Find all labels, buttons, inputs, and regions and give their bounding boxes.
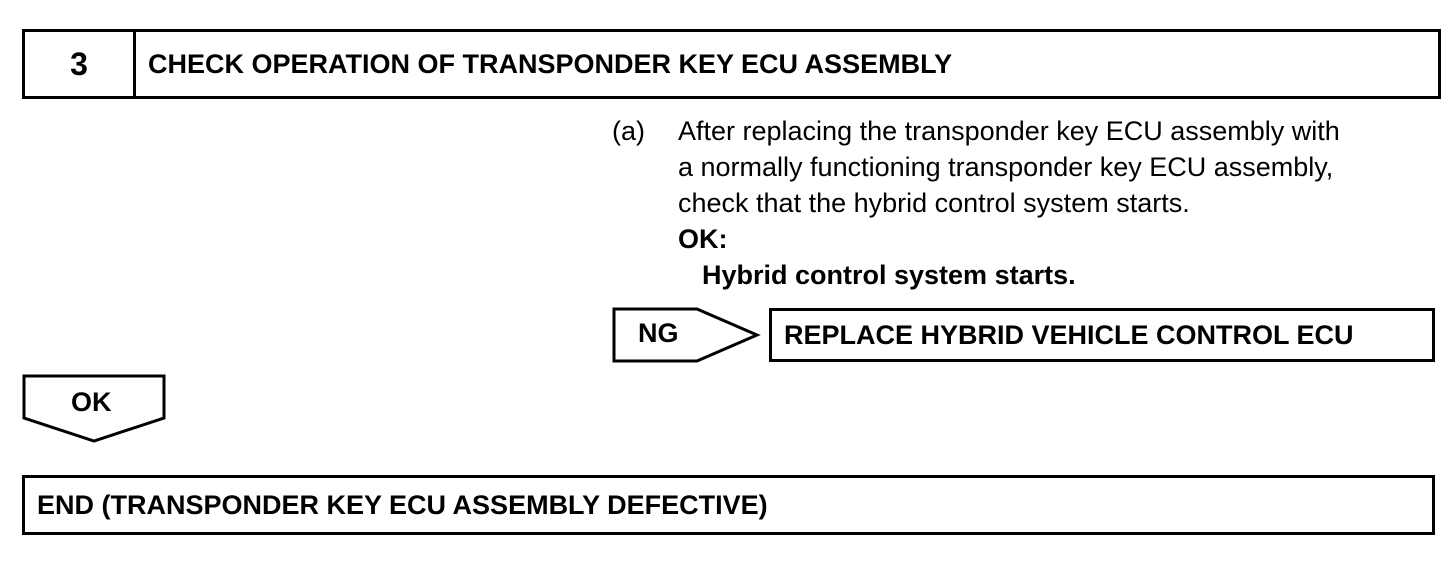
ng-arrow-label: NG [638, 318, 679, 348]
ng-action-box: REPLACE HYBRID VEHICLE CONTROL ECU [769, 308, 1435, 362]
ng-arrow-shape [614, 309, 757, 361]
end-box: END (TRANSPONDER KEY ECU ASSEMBLY DEFECTIVE) [22, 475, 1435, 535]
ok-arrow-label: OK [71, 387, 112, 417]
step-number: 3 [25, 32, 136, 96]
ok-criteria-result: Hybrid control system starts. [702, 260, 1076, 290]
instruction-line: After replacing the transponder key ECU assembly with [678, 116, 1340, 146]
instruction-label: (a) [612, 116, 645, 146]
step-title: CHECK OPERATION OF TRANSPONDER KEY ECU ASSEMBLY [148, 48, 953, 79]
instruction-line: check that the hybrid control system starts. [678, 188, 1190, 218]
instruction-line: a normally functioning transponder key ECU assembly, [678, 152, 1334, 182]
ok-criteria-label: OK: [678, 224, 728, 254]
